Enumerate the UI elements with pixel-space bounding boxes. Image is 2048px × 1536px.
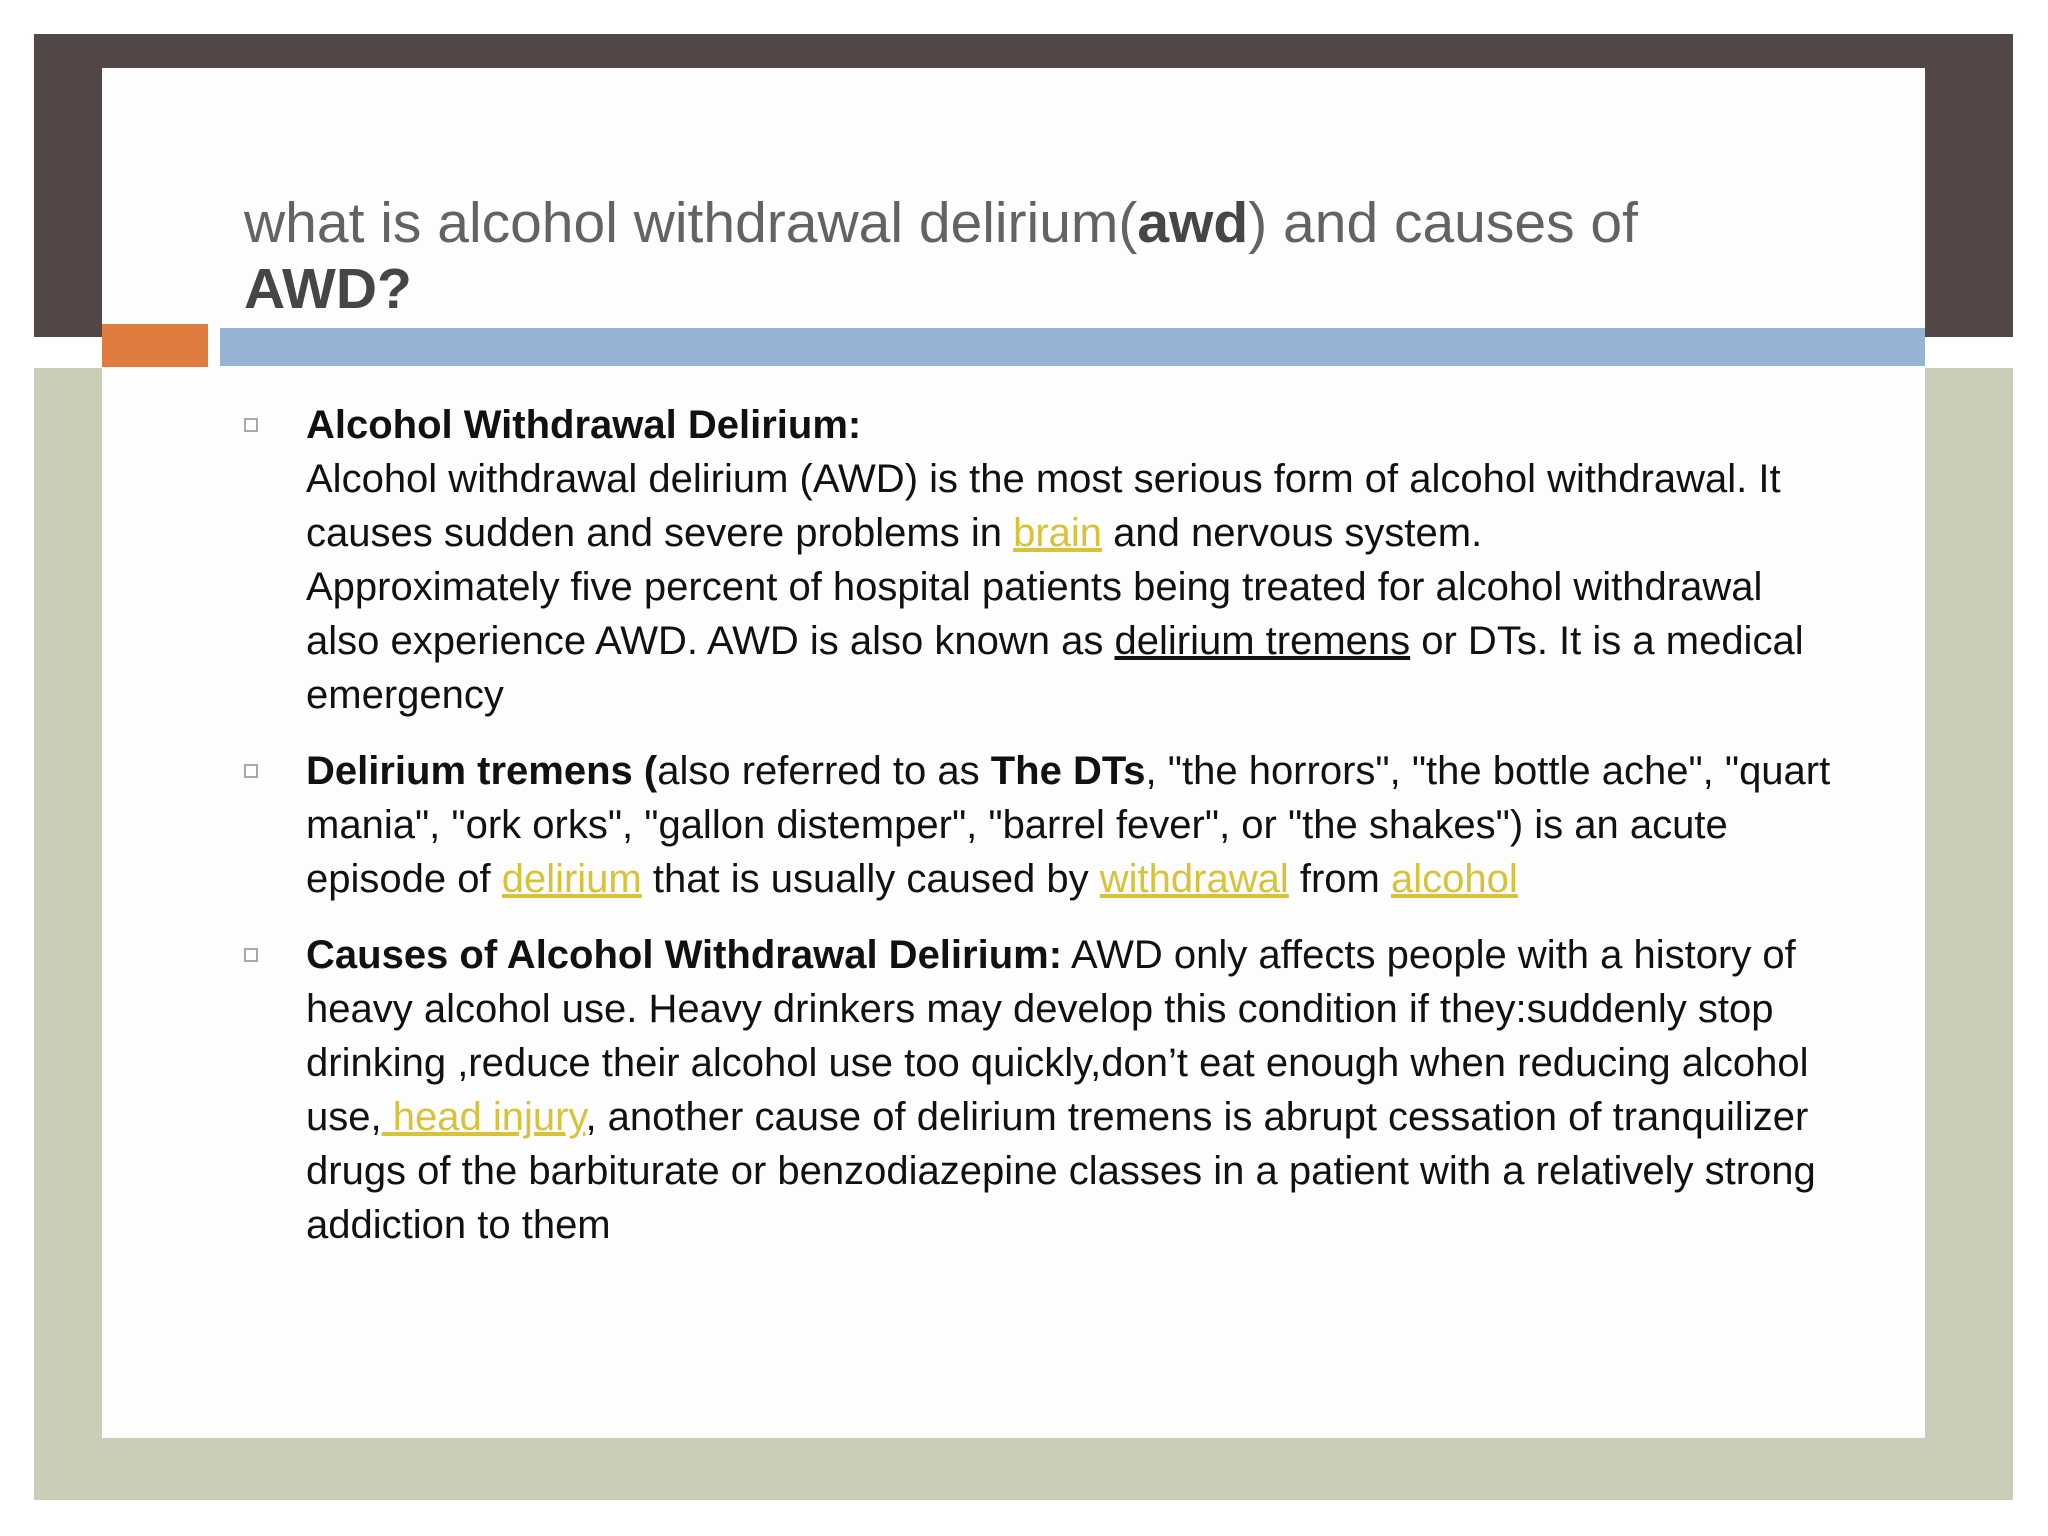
paragraph: Alcohol withdrawal delirium (AWD) is the most serious form of alcohol withdrawal. It causes sudden and severe problems in brain and nervous system. <box>306 457 1781 555</box>
paragraph: Approximately five percent of hospital patients being treated for alcohol withdrawal also experience AWD. AWD is also known as delirium tremens or DTs. It is a medical emergency <box>306 565 1804 717</box>
link-brain[interactable]: brain <box>1013 511 1103 555</box>
link-head-injury[interactable]: head injury <box>381 1095 586 1139</box>
bullet-delirium-tremens: Delirium tremens (also referred to as The DTs, "the horrors", "the bottle ache", "quart mania", "ork orks", "gallon distemper", "barrel fever", or "the shakes") is an acute episode of delirium that is usually caused by withdrawal from alcohol <box>244 744 1844 906</box>
link-alcohol[interactable]: alcohol <box>1390 857 1518 901</box>
bullet-heading: Causes of Alcohol Withdrawal Delirium: <box>306 933 1063 977</box>
bullet-heading: Delirium tremens ( <box>306 749 658 793</box>
link-delirium[interactable]: delirium <box>501 857 642 901</box>
bullet-square-icon <box>244 418 258 432</box>
underlined-term: delirium tremens <box>1114 619 1411 663</box>
slide-content <box>244 398 1844 1274</box>
accent-bar-blue <box>220 328 1925 366</box>
bullet-square-icon <box>244 948 258 962</box>
bullet-square-icon <box>244 764 258 778</box>
bullet-heading: Alcohol Withdrawal Delirium: <box>306 403 862 447</box>
link-withdrawal[interactable]: withdrawal <box>1099 857 1289 901</box>
slide-title: what is alcohol withdrawal delirium(awd) and causes of AWD? <box>244 191 1638 321</box>
bullet-causes: Causes of Alcohol Withdrawal Delirium: AWD only affects people with a history of heavy alcohol use. Heavy drinkers may develop this condition if they:suddenly stop drinking ,reduce their alcohol use too quickly,don’t eat enough when reducing alcohol use, head injury, another cause of delirium tremens is abrupt cessation of tranquilizer drugs of the barbiturate or benzodiazepine classes in a patient with a relatively strong addiction to them <box>244 928 1844 1252</box>
bullet-awd-definition <box>244 398 1844 722</box>
accent-bar-orange <box>102 324 208 367</box>
